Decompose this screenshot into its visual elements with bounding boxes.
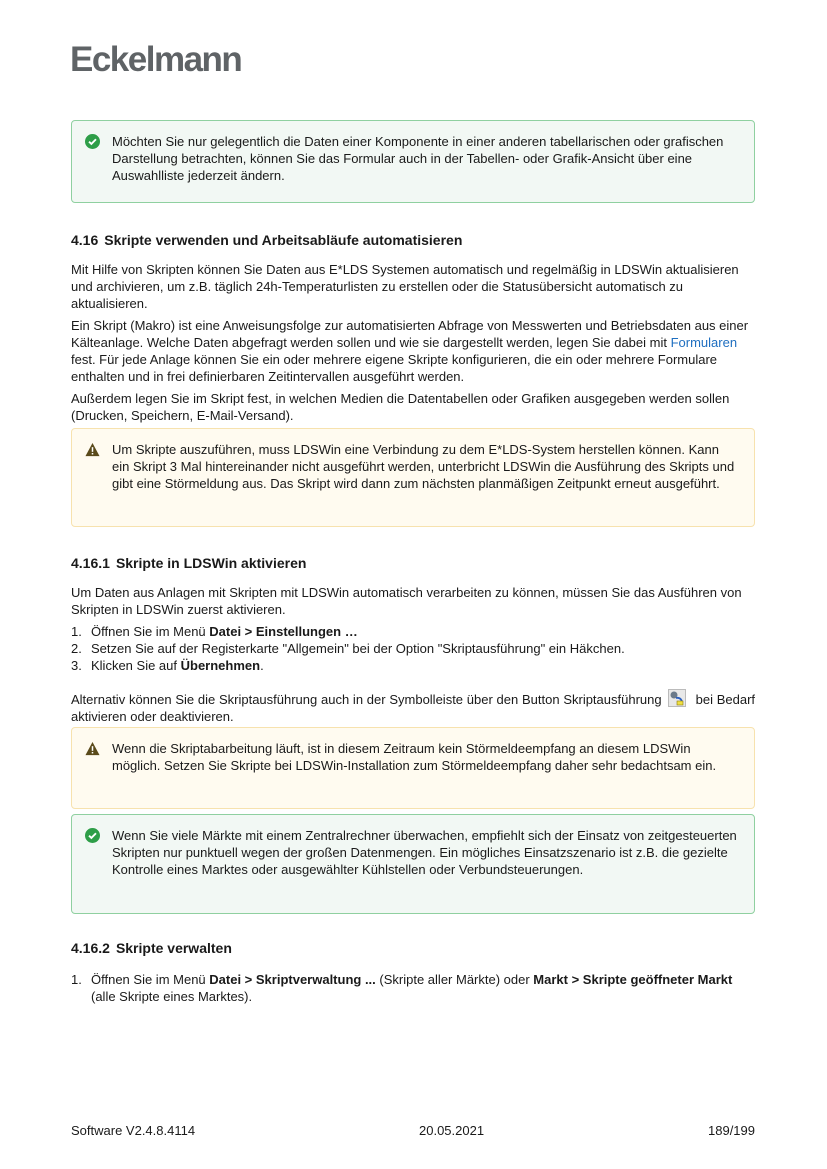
section-heading: 4.16.2 Skripte verwalten — [71, 940, 232, 956]
footer-date: 20.05.2021 — [419, 1123, 485, 1138]
warning-icon — [85, 442, 100, 457]
steps-list — [71, 971, 755, 1005]
check-circle-icon — [85, 134, 100, 149]
software-version: Software V2.4.8.4114 — [71, 1123, 196, 1138]
page-number: 189/199 — [708, 1123, 755, 1138]
paragraph: Um Daten aus Anlagen mit Skripten mit LDSWin automatisch verarbeiten zu können, müssen Sie das Ausführen von Skripten in LDSWin zuerst aktivieren. — [71, 585, 742, 617]
paragraph: Außerdem legen Sie im Skript fest, in welchen Medien die Datentabellen oder Grafiken ausgegeben werden sollen (Drucken, Speichern, E-Mail-Versand). — [71, 391, 730, 423]
list-item: 1. Öffnen Sie im Menü Datei > Skriptverwaltung ... (Skripte aller Märkte) oder Markt > Skripte geöffneter Markt (alle Skripte eines Marktes). — [71, 972, 733, 1004]
page-footer — [71, 1122, 755, 1139]
formulare-link[interactable]: Formularen — [670, 335, 738, 350]
eckelmann-logo: Eckelmann — [70, 40, 242, 79]
list-item: 1. Öffnen Sie im Menü Datei > Einstellungen … — [71, 624, 358, 639]
paragraph: Alternativ können Sie die Skriptausführung auch in der Symbolleiste über den Button Skriptausführung bei Bedarf aktivieren oder deaktivieren. — [71, 689, 755, 725]
warning-text: Um Skripte auszuführen, muss LDSWin eine Verbindung zu dem E*LDS-System herstellen können. Kann ein Skript 3 Mal hintereinander nicht ausgeführt werden, unterbricht LDSWin die Ausführung des Skripts und gibt eine Störmeldung aus. Das Skript wird dann zum nächsten planmäßigen Zeitpunkt erneut ausgeführt. — [112, 442, 735, 491]
paragraph: Mit Hilfe von Skripten können Sie Daten aus E*LDS Systemen automatisch und regelmäßig in LDSWin aktualisieren und archivieren, um z.B. täglich 24h-Temperaturlisten zu erstellen oder die Statusübersicht automatisch zu aktualisieren. — [71, 262, 739, 311]
warning-box — [71, 428, 755, 527]
warning-box — [71, 727, 755, 809]
paragraph: Ein Skript (Makro) ist eine Anweisungsfolge zur automatisierten Abfrage von Messwerten und Betriebsdaten aus einer Kälteanlage. Welche Daten abgefragt werden sollen und wie sie dargestellt werden, legen Sie dabei mit Formularen fest. Für jede Anlage können Sie ein oder mehrere eigene Skripte konfigurieren, die ein oder mehrere Formulare enthalten und in frei definierbaren Zeitintervallen ausgeführt werden. — [71, 318, 749, 384]
warning-text: Wenn die Skriptabarbeitung läuft, ist in diesem Zeitraum kein Störmeldeempfang an diesem LDSWin möglich. Setzen Sie Skripte bei LDSWin-Installation zum Störmeldeempfang daher sehr bedachtsam ein. — [112, 741, 717, 773]
tip-box — [71, 120, 755, 203]
list-item: 2. Setzen Sie auf der Registerkarte "Allgemein" bei der Option "Skriptausführung" ein Häkchen. — [71, 641, 625, 656]
section-heading: 4.16 Skripte verwenden und Arbeitsabläufe automatisieren — [71, 232, 463, 248]
script-execution-icon — [668, 689, 686, 707]
steps-list — [71, 623, 755, 674]
list-item: 3. Klicken Sie auf Übernehmen. — [71, 658, 264, 673]
check-circle-icon — [85, 828, 100, 843]
tip-box — [71, 814, 755, 914]
warning-icon — [85, 741, 100, 756]
section-heading: 4.16.1 Skripte in LDSWin aktivieren — [71, 555, 307, 571]
tip-text: Wenn Sie viele Märkte mit einem Zentralrechner überwachen, empfiehlt sich der Einsatz von zeitgesteuerten Skripten nur punktuell wegen der großen Datenmengen. Ein mögliches Einsatzszenario ist z.B. die gezielte Kontrolle eines Marktes oder ausgewählter Kühlstellen oder Verbundsteuerungen. — [112, 828, 737, 877]
tip-text: Möchten Sie nur gelegentlich die Daten einer Komponente in einer anderen tabellarischen oder grafischen Darstellung betrachten, können Sie das Formular auch in der Tabellen- oder Grafik-Ansicht über eine Auswahlliste jederzeit ändern. — [112, 134, 724, 183]
